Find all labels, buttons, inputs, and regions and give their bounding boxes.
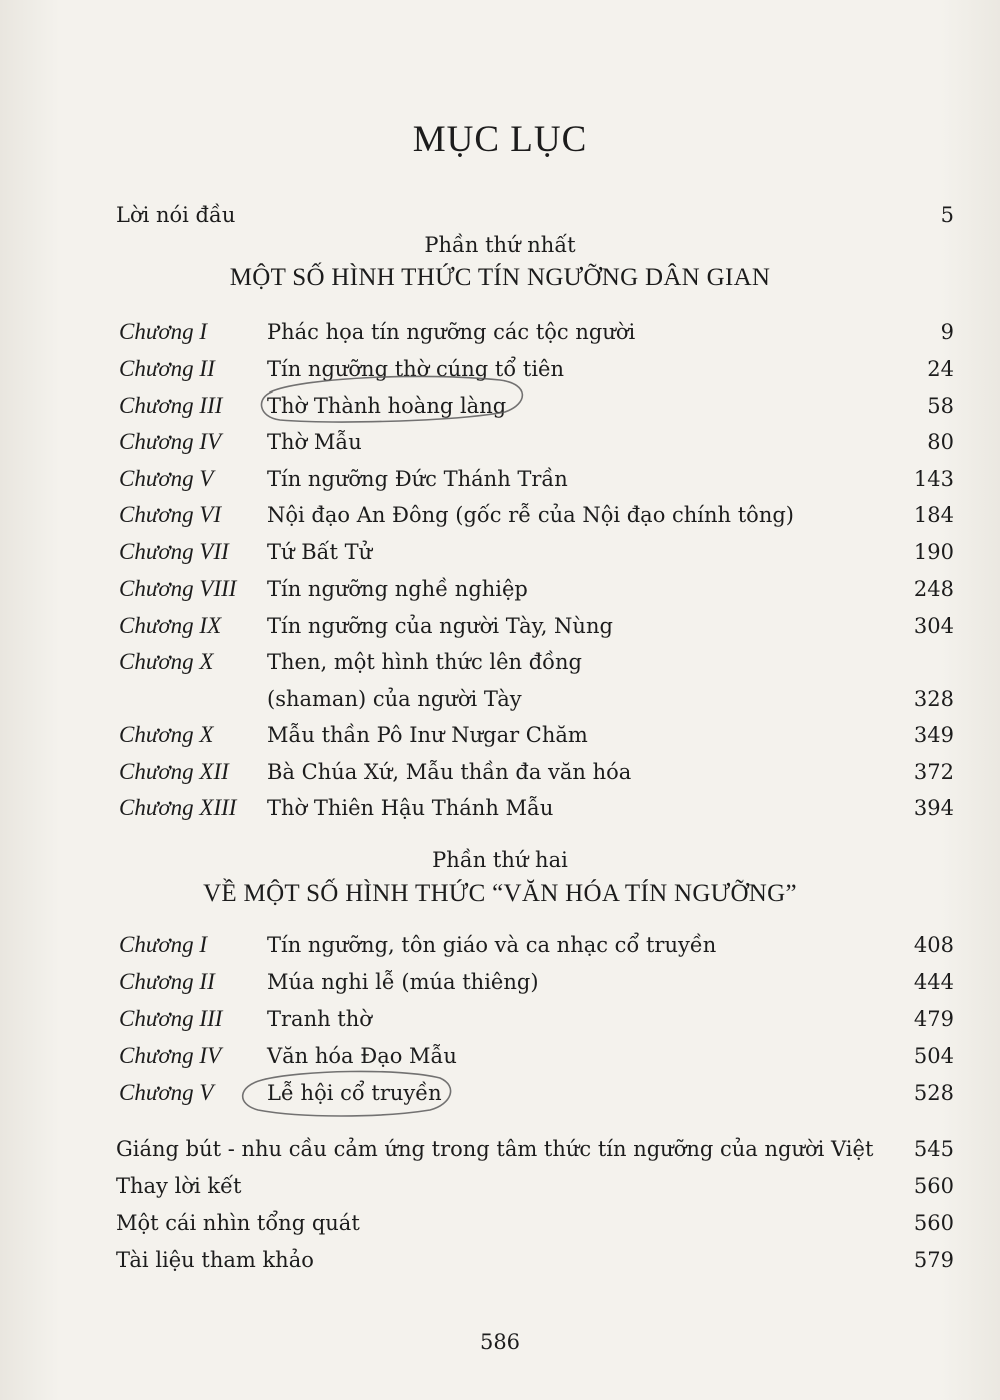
part2-title: VỀ MỘT SỐ HÌNH THỨC “VĂN HÓA TÍN NGƯỠNG”	[203, 880, 797, 907]
toc-entry-title: Một cái nhìn tổng quát	[116, 1211, 360, 1235]
chapter-title: (shaman) của người Tày	[267, 687, 522, 711]
chapter-number: Chương X	[119, 722, 214, 747]
toc-appendix-row	[116, 1243, 954, 1277]
toc-row	[116, 755, 954, 789]
toc-row	[116, 645, 954, 679]
chapter-title: Thờ Thành hoàng làng	[267, 394, 507, 418]
chapter-page: 394	[913, 796, 954, 820]
chapter-title: Tứ Bất Tử	[267, 540, 373, 564]
page-number: 586	[479, 1330, 521, 1354]
chapter-page: 479	[913, 1007, 954, 1031]
chapter-number: Chương V	[119, 466, 214, 491]
toc-entry-page: 560	[913, 1211, 954, 1235]
chapter-title: Văn hóa Đạo Mẫu	[267, 1044, 457, 1068]
chapter-number: Chương V	[119, 1080, 214, 1105]
chapter-page: 9	[940, 320, 954, 344]
toc-entry-page: 545	[913, 1137, 954, 1161]
chapter-page: 304	[913, 614, 954, 638]
toc-row	[116, 535, 954, 569]
toc-row	[116, 389, 954, 423]
chapter-page: 528	[913, 1081, 954, 1105]
toc-appendix-row	[116, 1206, 954, 1240]
toc-row	[116, 928, 954, 962]
chapter-page: 444	[913, 970, 954, 994]
chapter-title: Tranh thờ	[267, 1007, 372, 1031]
toc-row	[116, 462, 954, 496]
chapter-number: Chương I	[119, 932, 208, 957]
chapter-title: Then, một hình thức lên đồng	[267, 650, 582, 674]
part1-title: MỘT SỐ HÌNH THỨC TÍN NGƯỠNG DÂN GIAN	[229, 264, 771, 291]
chapter-number: Chương III	[119, 393, 223, 418]
chapter-page: 80	[927, 430, 954, 454]
chapter-page: 408	[913, 933, 954, 957]
chapter-page: 184	[913, 503, 954, 527]
chapter-page: 248	[913, 577, 954, 601]
toc-entry-title: Tài liệu tham khảo	[116, 1248, 314, 1272]
chapter-title: Phác họa tín ngưỡng các tộc người	[267, 320, 636, 344]
chapter-title: Tín ngưỡng thờ cúng tổ tiên	[267, 357, 564, 381]
toc-row	[116, 572, 954, 606]
chapter-page: 504	[913, 1044, 954, 1068]
chapter-title: Bà Chúa Xứ, Mẫu thần đa văn hóa	[267, 760, 632, 784]
toc-entry-title: Giáng bút - nhu cầu cảm ứng trong tâm thức tín ngưỡng của người Việt	[116, 1137, 874, 1161]
toc-row	[116, 315, 954, 349]
chapter-page: 372	[913, 760, 954, 784]
chapter-page: 190	[913, 540, 954, 564]
chapter-title: Tín ngưỡng của người Tày, Nùng	[267, 614, 613, 638]
chapter-number: Chương VI	[119, 502, 222, 527]
toc-preface-row	[116, 198, 954, 232]
chapter-number: Chương X	[119, 649, 214, 674]
chapter-title: Nội đạo An Đông (gốc rễ của Nội đạo chính tông)	[267, 503, 794, 527]
chapter-number: Chương III	[119, 1006, 223, 1031]
toc-row	[116, 609, 954, 643]
chapter-page: 24	[927, 357, 954, 381]
toc-entry-page: 579	[913, 1248, 954, 1272]
part2-label: Phần thứ hai	[432, 848, 568, 872]
toc-row	[116, 965, 954, 999]
toc-appendix-row	[116, 1132, 954, 1166]
toc-row	[116, 425, 954, 459]
chapter-number: Chương XII	[119, 759, 229, 784]
toc-row	[116, 352, 954, 386]
chapter-page: 58	[927, 394, 954, 418]
chapter-title: Tín ngưỡng nghề nghiệp	[267, 577, 528, 601]
chapter-number: Chương VIII	[119, 576, 237, 601]
toc-row	[116, 1039, 954, 1073]
chapter-number: Chương VII	[119, 539, 229, 564]
chapter-title: Lễ hội cổ truyền	[267, 1081, 442, 1105]
page-title: MỤC LỤC	[412, 119, 588, 160]
toc-entry-page: 560	[913, 1174, 954, 1198]
toc-row	[116, 1002, 954, 1036]
toc-entry-title: Thay lời kết	[116, 1174, 242, 1198]
chapter-number: Chương IX	[119, 613, 222, 638]
toc-entry-title: Lời nói đầu	[116, 203, 236, 227]
chapter-number: Chương II	[119, 356, 215, 381]
chapter-page: 143	[913, 467, 954, 491]
chapter-number: Chương XIII	[119, 795, 237, 820]
chapter-page: 349	[913, 723, 954, 747]
chapter-number: Chương IV	[119, 429, 222, 454]
part1-label: Phần thứ nhất	[424, 233, 576, 257]
toc-appendix-row	[116, 1169, 954, 1203]
toc-entry-page: 5	[940, 203, 954, 227]
chapter-number: Chương II	[119, 969, 215, 994]
toc-row	[116, 1076, 954, 1110]
chapter-title: Thờ Mẫu	[267, 430, 362, 454]
toc-row-continuation	[116, 682, 954, 716]
chapter-page: 328	[913, 687, 954, 711]
chapter-title: Tín ngưỡng, tôn giáo và ca nhạc cổ truyền	[267, 933, 717, 957]
toc-row	[116, 791, 954, 825]
chapter-number: Chương IV	[119, 1043, 222, 1068]
chapter-title: Tín ngưỡng Đức Thánh Trần	[267, 467, 568, 491]
toc-row	[116, 498, 954, 532]
chapter-title: Mẫu thần Pô Inư Nưgar Chăm	[267, 723, 588, 747]
chapter-number: Chương I	[119, 319, 208, 344]
chapter-title: Múa nghi lễ (múa thiêng)	[267, 970, 539, 994]
toc-row	[116, 718, 954, 752]
chapter-title: Thờ Thiên Hậu Thánh Mẫu	[267, 796, 554, 820]
